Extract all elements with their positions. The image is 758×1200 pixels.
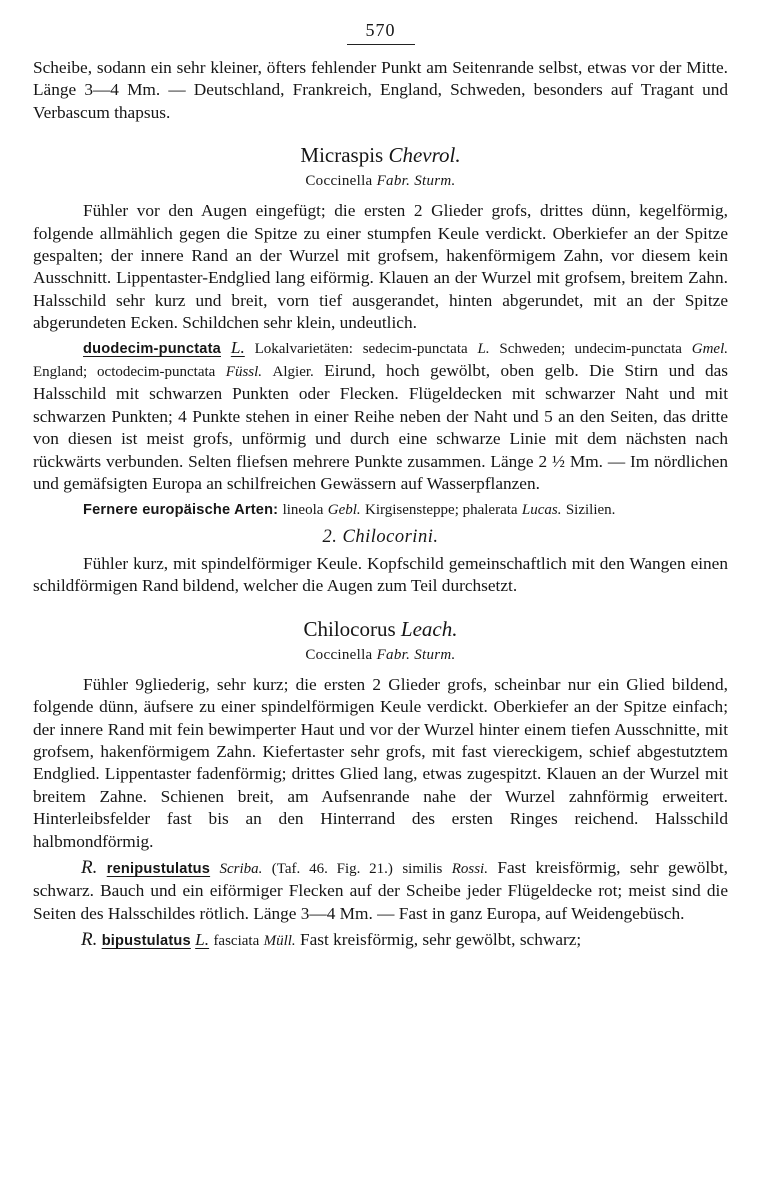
further-species-label: Fernere europäische Arten: (83, 501, 279, 518)
genus-author: Leach. (400, 616, 458, 641)
genus-name: Micraspis (300, 143, 384, 168)
variety-author: Füssl. (225, 364, 263, 381)
synonym-author: Müll. (263, 933, 296, 950)
species-description: Fast kreisförmig, sehr gewölbt, schwarz; (300, 930, 582, 950)
species-entry-renipustulatus (33, 857, 728, 925)
synonym-authors: Fabr. Sturm. (376, 173, 456, 190)
plate-reference: (Taf. 46. Fig. 21.) (271, 860, 393, 877)
species-entry-duodecim-punctata (33, 337, 728, 496)
species-author: Scriba. (219, 860, 263, 877)
further-species-locality: Sizilien. (565, 501, 616, 518)
variety-locality: Algier. (272, 364, 314, 381)
variety-author: Gmel. (691, 340, 729, 357)
synonym-name: fasciata (213, 933, 260, 950)
genus-description: Fühler 9gliederig, sehr kurz; die ersten 2 Glieder grofs, scheinbar nur ein Glied bildend, folgende dünn, äufsere zu einer spindelförmigen Keule verdickt. Oberkiefer an der Spitze einfach; der innere Rand mit fein bewimperter Haut und vor der Wurzel hinter einem tiefen Ausschnitte, mit grofsem, hakenförmigem Zahn. Kiefertaster sehr grofs, mit fast viereckigem, schief abgestutztem Endglied. Lippentaster fadenförmig; drittes Glied lang, etwas zugespitzt. Klauen an der Wurzel mit breitem Zahne. Schienen breit, am Aufsenrande nahe der Wurzel zahnförmig erweitert. Hinterleibsfelder fast bis an den Hinterrand des ersten Ringes reichend. Halsschild halbmondförmig. (33, 674, 728, 851)
species-author: L. (195, 930, 210, 950)
further-species-line (33, 498, 728, 521)
similis-author: Rossi. (451, 860, 488, 877)
handwritten-mark: R. (81, 929, 98, 951)
genus-heading-chilocorus (33, 616, 728, 642)
genus-name: Chilocorus (303, 616, 396, 641)
genus-synonym-line (33, 171, 728, 191)
genus-heading-micraspis (33, 142, 728, 168)
tribe-name: Chilocorini. (342, 526, 439, 547)
species-name: duodecim-punctata (83, 340, 221, 357)
further-species-locality: Kirgisensteppe; phalerata (364, 501, 518, 518)
similis-word: similis (402, 860, 443, 877)
species-description: Eirund, hoch gewölbt, oben gelb. Die Stirn und das Halsschild mit schwarzen Punkten oder Flecken. Flügeldecken mit schwarzer Naht und mit schwarzen Punkten; 4 Punkte stehen in einer Reihe neben der Naht und 5 an den Seiten, das dritte von diesen ist meist grofs, unförmig und durch eine schwarze Linie mit dem nächsten nach rückwärts verbunden. Selten fliefsen mehrere Punkte zusammen. Länge 2 ½ Mm. — Im nördlichen und gemäfsigten Europa an schilfreichen Gewässern auf Wasserpflanzen. (33, 361, 729, 494)
further-species-author: Gebl. (327, 501, 361, 518)
tribe-heading (33, 525, 728, 549)
species-name: bipustulatus (101, 933, 191, 950)
page-number-rule (347, 44, 415, 45)
handwritten-mark: R. (81, 856, 98, 878)
species-name: renipustulatus (106, 860, 211, 877)
tribe-description: Fühler kurz, mit spindelförmiger Keule. Kopfschild gemeinschaftlich mit den Wangen einen schildförmigen Rand bildend, welcher die Augen zum Teil durchsetzt. (33, 553, 728, 596)
tribe-number: 2. (322, 526, 338, 547)
variety-name: sedecim-punctata (362, 340, 468, 357)
genus-description: Fühler vor den Augen eingefügt; die ersten 2 Glieder grofs, drittes dünn, kegelförmig, folgende allmählich gegen die Spitze zu einer stumpfen Keule verdickt. Oberkiefer an der Spitze gespalten; der innere Rand an der Wurzel mit grofsem, hakenförmigem Zahn, vor diesem kein Ausschnitt. Lippentaster-Endglied lang eiförmig. Klauen an der Wurzel mit grofsem, breitem Zahn. Halsschild sehr kurz und breit, vorn tief ausgerandet, hinten abgerundet, mit an der Spitze abgerundeten Ecken. Schildchen sehr klein, undeutlich. (33, 201, 728, 333)
page-number: 570 (365, 20, 396, 40)
species-entry-bipustulatus (33, 929, 728, 952)
further-species-author: Lucas. (521, 501, 562, 518)
variety-author: L. (477, 340, 490, 357)
species-description: Fast kreisförmig, sehr gewölbt, schwarz. Bauch und ein eiförmiger Flecken auf der Scheibe jeder Flügeldecke rot; meist sind die Seiten des Halsschildes rötlich. Länge 3—4 Mm. — Fast in ganz Europa, auf Weidengebüsch. (33, 857, 728, 923)
variety-locality: England; octodecim-punctata (33, 364, 216, 381)
variety-locality: Schweden; undecim-punctata (499, 340, 682, 357)
synonym-name: Coccinella (305, 646, 373, 663)
varieties-label: Lokalvarietäten: (254, 340, 353, 357)
genus-synonym-line (33, 645, 728, 665)
species-author: L. (230, 337, 245, 357)
continued-paragraph: Scheibe, sodann ein sehr kleiner, öfters fehlender Punkt am Seitenrande selbst, etwas vor der Mitte. Länge 3—4 Mm. — Deutschland, Frankreich, England, Schweden, besonders auf Tragant und Verbascum thapsus. (33, 58, 728, 122)
further-species-name: lineola (282, 501, 324, 518)
synonym-authors: Fabr. Sturm. (376, 646, 456, 663)
genus-author: Chevrol. (388, 143, 461, 168)
synonym-name: Coccinella (305, 173, 373, 190)
